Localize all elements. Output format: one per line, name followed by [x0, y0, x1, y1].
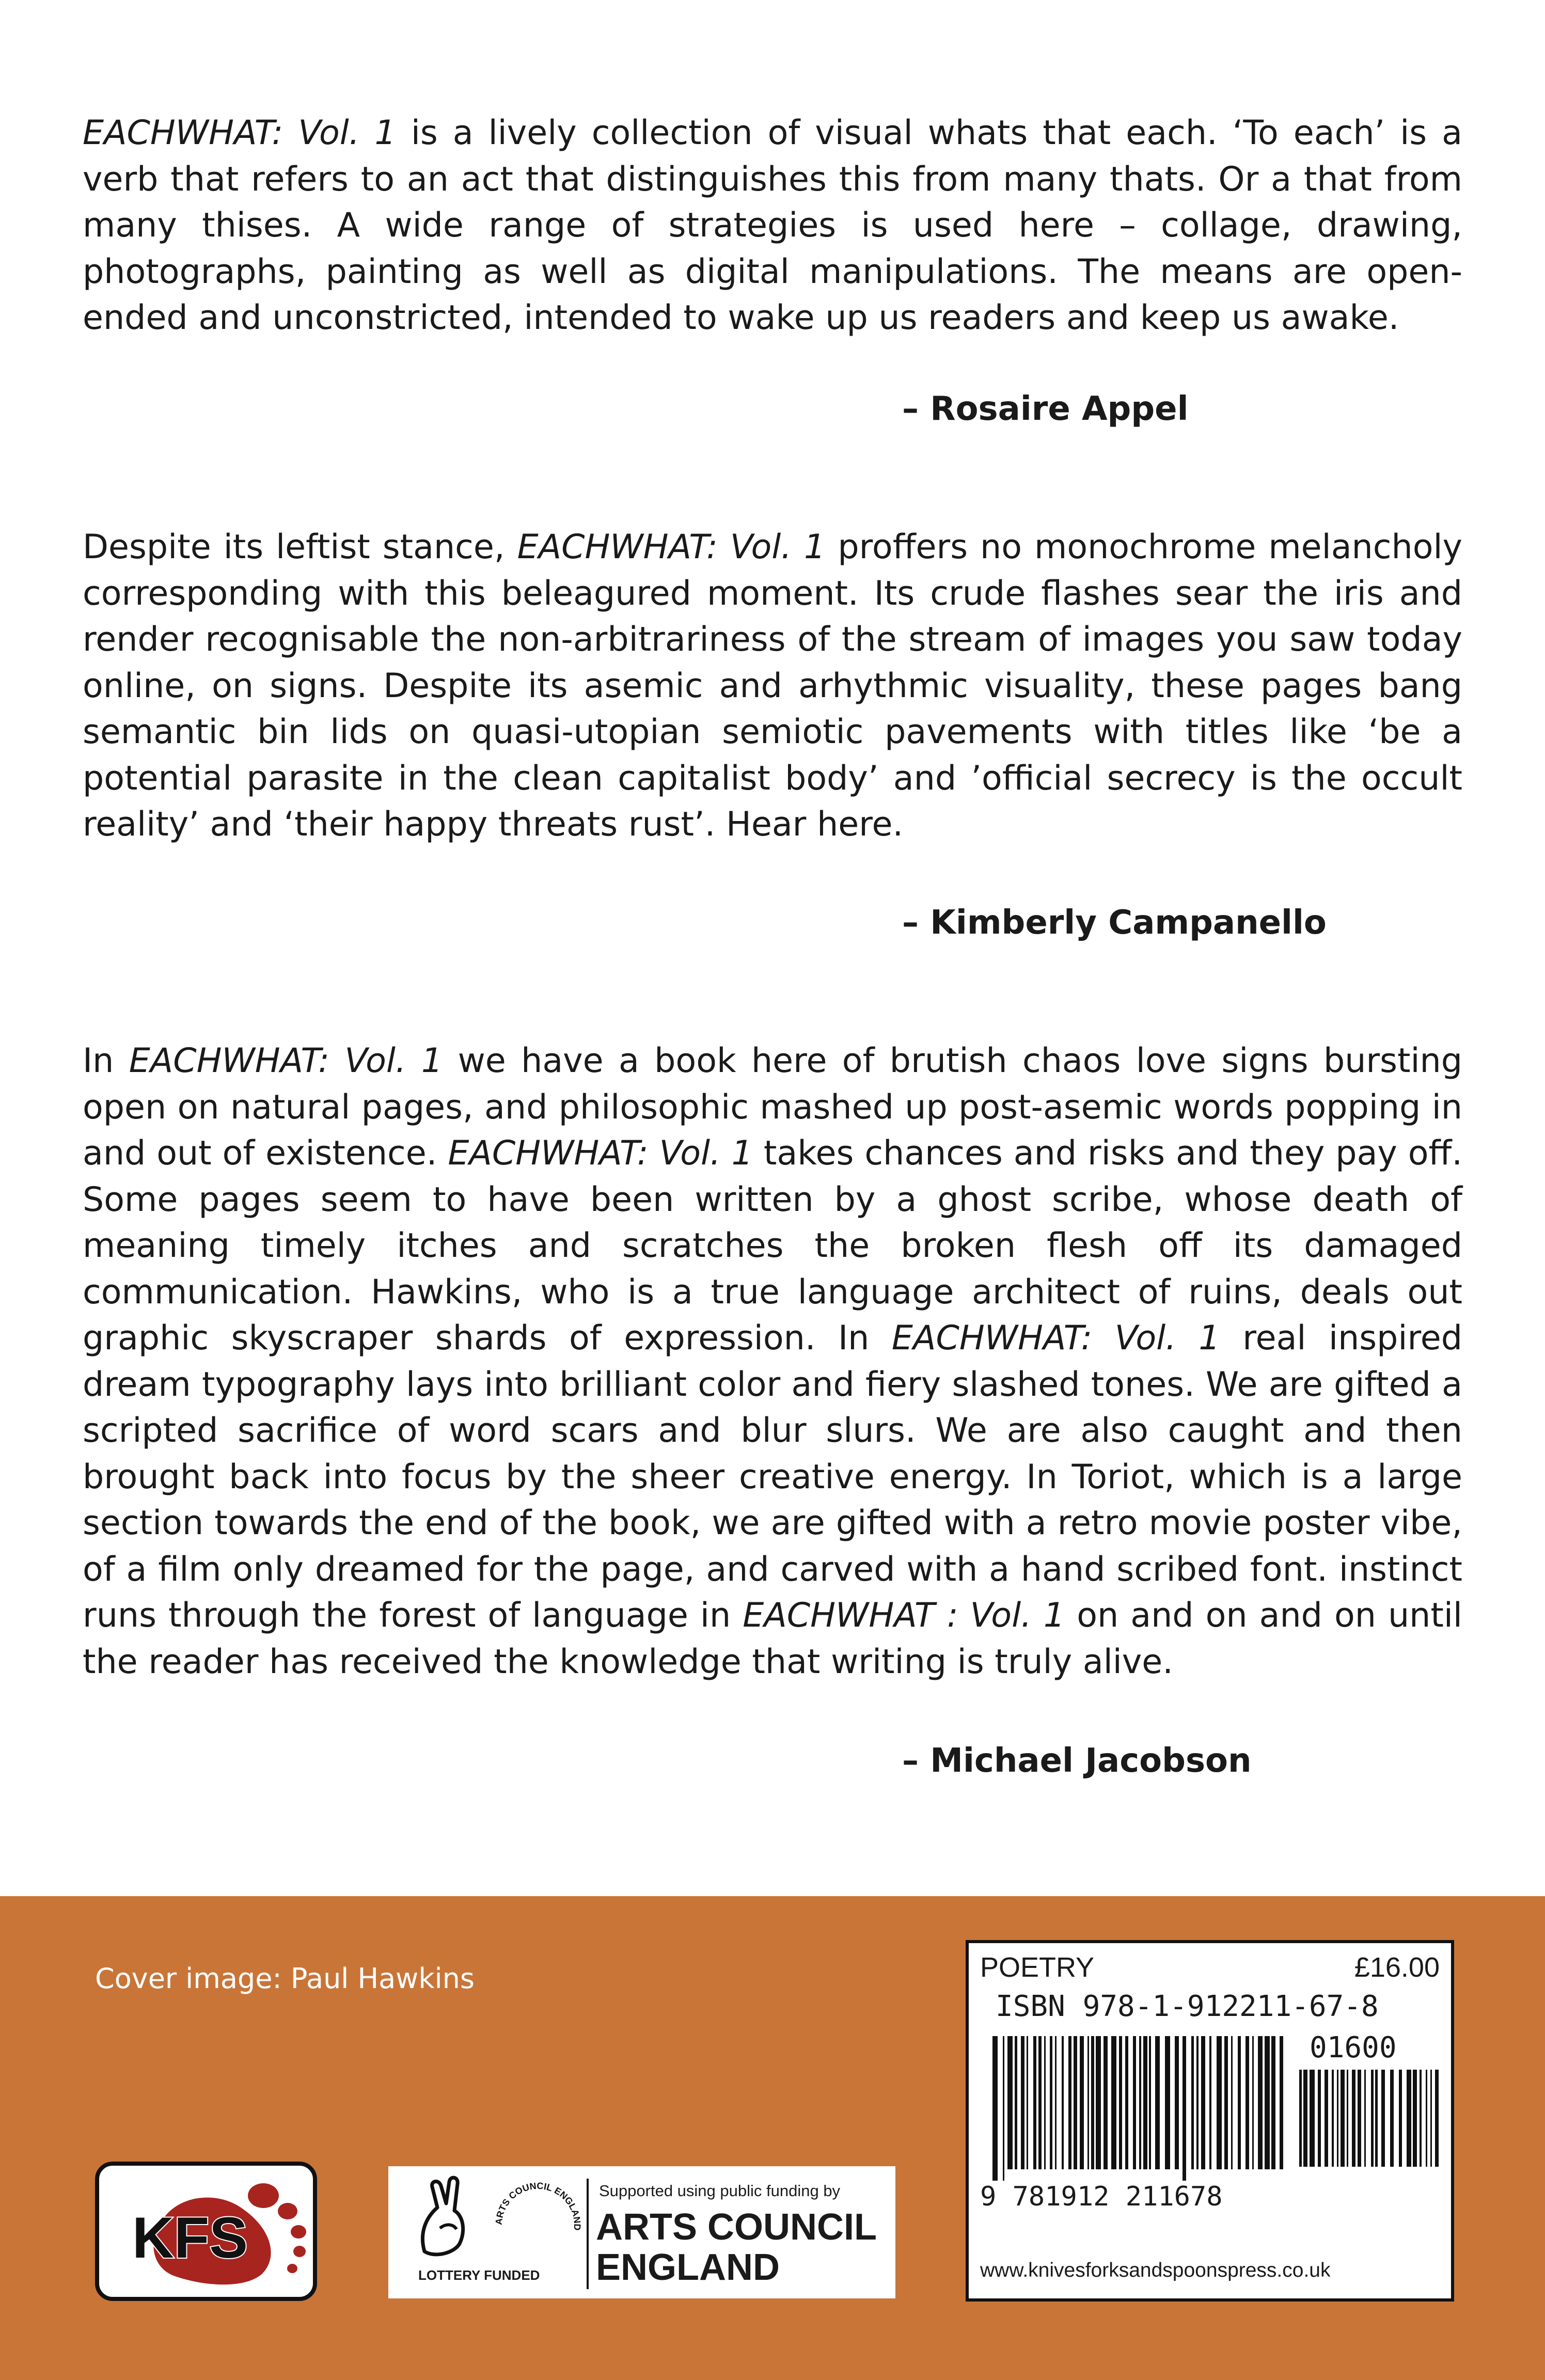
isbn-label: ISBN 978-1-912211-67-8 [996, 1990, 1379, 2023]
attribution-michael-jacobson: – Michael Jacobson [902, 1742, 1252, 1780]
blurb-rosaire-appel [83, 110, 1462, 341]
arts-council-seal-icon [486, 2173, 590, 2277]
book-title-italic: EACHWHAT: Vol. 1 [448, 1134, 753, 1173]
blurb-text: we have a book here of brutish chaos love signs bursting open on natural pages, and philosophic mashed up post-asemic words popping in and out of existence. [83, 1042, 1462, 1173]
svg-text:KFS: KFS [132, 2205, 248, 2270]
publisher-logo [95, 2162, 317, 2301]
blurb-text: on and on and on until the reader has received the knowledge that writing is truly alive. [83, 1596, 1462, 1681]
book-title-italic: EACHWHAT : Vol. 1 [743, 1596, 1065, 1635]
publisher-url: www.knivesforksandspoonspress.co.uk [980, 2259, 1331, 2281]
attribution-kimberly-campanello: – Kimberly Campanello [902, 904, 1327, 942]
barcode-box [966, 1940, 1454, 2302]
genre-label: POETRY [980, 1952, 1095, 1983]
blurb-text: real inspired dream typography lays into brilliant color and fiery slashed tones. We are gifted a scripted sacrifice of word scars and blur slurs. We are also caught and then brought back into focus by the sheer creative energy. In Toriot, which is a large section towards the end of the book, we are gifted with a retro movie poster vibe, of a film only dreamed for the page, and carved with a hand scribed font. instinct runs through the forest of language in [83, 1319, 1462, 1635]
book-title-italic: EACHWHAT: Vol. 1 [517, 528, 826, 566]
addon-barcode-icon [1299, 2070, 1439, 2178]
book-title-italic: EACHWHAT: Vol. 1 [129, 1042, 443, 1080]
arts-council-name-line1: ARTS COUNCIL [596, 2206, 877, 2248]
arts-council-name-line2: ENGLAND [596, 2247, 780, 2288]
ean-barcode-icon [992, 2036, 1287, 2181]
lottery-funded-text: LOTTERY FUNDED [418, 2267, 540, 2283]
blurb-text: proffers no monochrome melancholy corresponding with this beleagured moment. Its crude flashes sear the iris and render recognisable the non-arbitrariness of the stream of images you saw today online, on signs. Despite its asemic and arhythmic visuality, these pages bang semantic bin lids on quasi-utopian semiotic pavements with titles like ‘be a potential parasite in the clean capitalist body’ and ’official secrecy is the occult reality’ and ‘their happy threats rust’. Hear here. [83, 528, 1462, 844]
logo-divider [587, 2179, 589, 2289]
blurb-text: In [83, 1042, 129, 1080]
svg-text:ARTS COUNCIL ENGLAND: ARTS COUNCIL ENGLAND [493, 2180, 583, 2231]
blurb-michael-jacobson [83, 1038, 1462, 1685]
blurb-text: is a lively collection of visual whats that each. ‘To each’ is a verb that refers to an act that distinguishes this from many thats. Or a that from many thises. A wide range of strategies is used here – collage, drawing, photographs, painting as well as digital manipulations. The means are open-ended and unconstricted, intended to wake up us readers and keep us awake. [83, 114, 1462, 337]
arts-council-logo [388, 2166, 895, 2298]
book-title-italic: EACHWHAT: Vol. 1 [891, 1319, 1220, 1358]
price-label: £16.00 [1354, 1952, 1440, 1983]
cover-credit: Cover image: Paul Hawkins [95, 1962, 475, 1995]
footprint-logo-icon [99, 2166, 313, 2297]
barcode-digits: 9 781912 211678 [980, 2181, 1223, 2212]
book-title-italic: EACHWHAT: Vol. 1 [83, 114, 396, 152]
addon-code: 01600 [1310, 2031, 1397, 2064]
blurb-text: takes chances and risks and they pay off. Some pages seem to have been written by a ghost scribe, whose death of meaning timely itches and scratches the broken flesh off its damaged communication. Hawkins, who is a true language architect of ruins, deals out graphic skyscraper shards of expression. In [83, 1134, 1462, 1358]
funding-support-text: Supported using public funding by [599, 2182, 841, 2200]
blurb-kimberly-campanello [83, 524, 1462, 848]
blurb-text: Despite its leftist stance, [83, 528, 517, 566]
attribution-rosaire-appel: – Rosaire Appel [902, 390, 1189, 428]
